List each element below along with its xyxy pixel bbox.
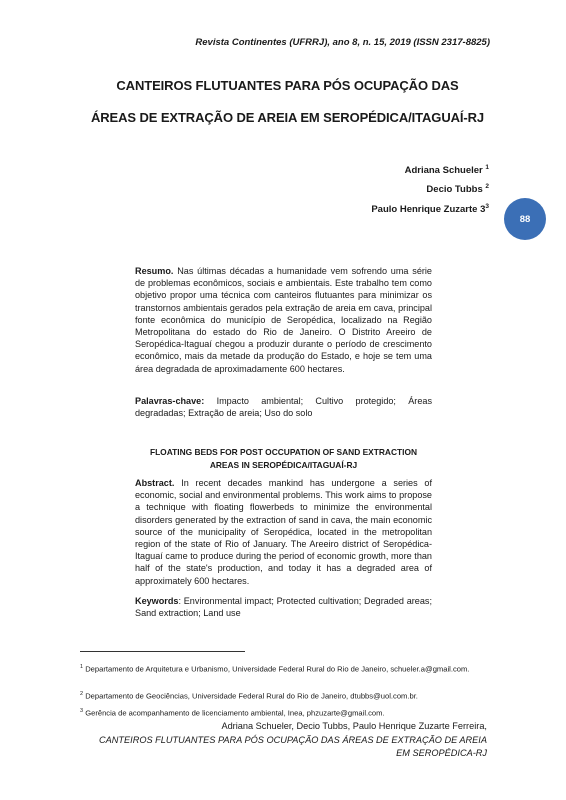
footnote-2 <box>80 688 500 703</box>
footnote-marker: 3 <box>80 708 84 714</box>
abstract-label: Abstract. <box>135 478 175 488</box>
abstract-text: In recent decades mankind has undergone a series of economic, social and environmental problems. This work aims to propose a technique with floating flowerbeds to minimize the environmental disorders generated by the extraction of sand in cava, the main economic source of the municipality of Seropédica, located in the metropolitan region of the state of Rio of January. The Areeiro district of Seropédica-Itaguaí came to produce during the period of economic growth, more than half of the state's production, and today it has a degraded area of approximately 600 hectares. <box>135 478 433 586</box>
footnote-marker: 2 <box>80 691 84 697</box>
author-name: Paulo Henrique Zuzarte 3 <box>371 204 486 216</box>
author-name: Decio Tubbs <box>426 184 483 196</box>
author-footnote-ref: 2 <box>485 183 489 190</box>
resumo-paragraph <box>135 265 432 375</box>
author-1 <box>405 164 489 176</box>
keywords-label: Keywords <box>135 596 179 606</box>
footnote-marker: 1 <box>80 664 84 670</box>
footnote-text: Departamento de Arquitetura e Urbanismo, Universidade Federal Rural do Rio de Janeiro, schueler.a@gmail.com. <box>85 664 470 674</box>
footnote-text: Departamento de Geociências, Universidade Federal Rural do Rio de Janeiro, dtubbs@uol.com.br. <box>85 691 418 701</box>
article-title-line-1: CANTEIROS FLUTUANTES PARA PÓS OCUPAÇÃO DAS <box>116 78 459 93</box>
keywords-text: : Environmental impact; Protected cultivation; Degraded areas; Sand extraction; Land use <box>135 596 432 619</box>
resumo-label: Resumo. <box>135 266 174 276</box>
footnote-text: Gerência de acompanhamento de licenciamento ambiental, Inea, phzuzarte@gmail.com. <box>85 708 385 718</box>
palavras-chave-text: Impacto ambiental; Cultivo protegido; Áreas degradadas; Extração de areia; Uso do solo <box>135 396 432 419</box>
abstract-paragraph <box>135 477 432 587</box>
journal-header: Revista Continentes (UFRRJ), ano 8, n. 15, 2019 (ISSN 2317-8825) <box>195 37 490 48</box>
author-name: Adriana Schueler <box>404 165 483 177</box>
palavras-chave-label: Palavras-chave: <box>135 396 205 406</box>
resumo-text: Nas últimas décadas a humanidade vem sofrendo uma série de problemas econômicos, sociais e ambientais. Este trabalho tem como objetivo propor uma técnica com canteiros flutuantes para minimizar os transtornos ambientais gerados pela extração de areia em cava, principal fonte econômica do município de Seropédica, localizado na Região Metropolitana do estado do Rio de Janeiro. O Distrito Areeiro de Seropédica-Itaguaí chegou a produzir durante o período de crescimento econômico, mais da metade da produção do Estado, e hoje se tem uma área degradada de aproximadamente 600 hectares. <box>135 266 432 374</box>
english-title: FLOATING BEDS FOR POST OCCUPATION OF SAND EXTRACTION AREAS IN SEROPÉDICA/ITAGUAÍ-RJ <box>149 447 418 470</box>
footnote-3 <box>80 705 500 720</box>
author-footnote-ref: 1 <box>485 164 489 171</box>
author-footnote-ref: 3 <box>485 203 489 210</box>
author-2 <box>426 183 489 195</box>
palavras-chave-paragraph <box>135 395 432 419</box>
page-number-badge: 88 <box>504 198 546 240</box>
footnote-divider <box>80 651 245 652</box>
keywords-paragraph <box>135 595 432 619</box>
footnote-1 <box>80 661 500 676</box>
author-3 <box>371 203 489 215</box>
footer-authors: Adriana Schueler, Decio Tubbs, Paulo Henrique Zuzarte Ferreira, <box>221 721 487 731</box>
footer-title: CANTEIROS FLUTUANTES PARA PÓS OCUPAÇÃO DAS ÁREAS DE EXTRAÇÃO DE AREIA EM SEROPÉDICA-RJ <box>99 735 487 758</box>
article-title-line-2: ÁREAS DE EXTRAÇÃO DE AREIA EM SEROPÉDICA/ITAGUAÍ-RJ <box>90 110 485 125</box>
